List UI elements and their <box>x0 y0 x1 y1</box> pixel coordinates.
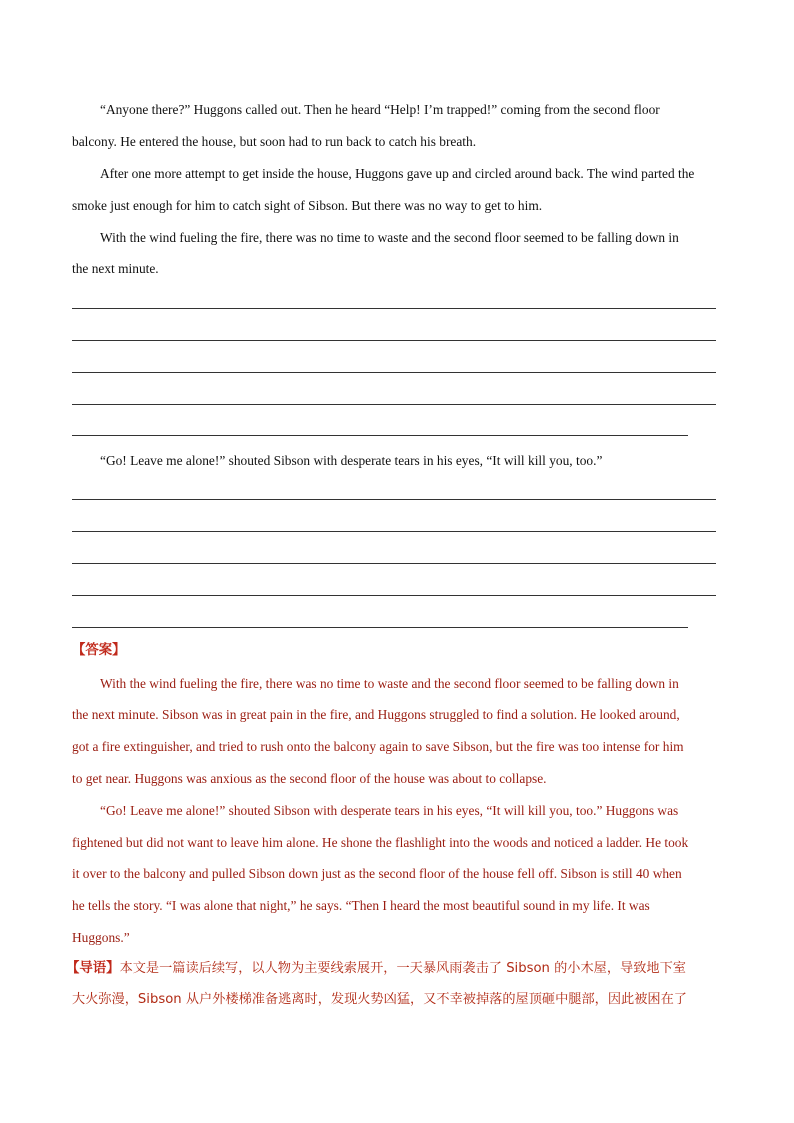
paragraph2-prompt: “Go! Leave me alone!” shouted Sibson with desperate tears in his eyes, “It will kill you, too.” <box>100 453 603 468</box>
answer-line: Huggons.” <box>72 930 130 945</box>
guide-paragraph-cont <box>72 991 732 1008</box>
answer-line: “Go! Leave me alone!” shouted Sibson with desperate tears in his eyes, “It will kill you, too.” Huggons was <box>100 803 679 818</box>
answer-label: 【答案】 <box>72 643 126 658</box>
passage-line: the next minute. <box>72 261 159 276</box>
answer-line: With the wind fueling the fire, there was no time to waste and the second floor seemed to be falling down in <box>100 676 679 691</box>
answer-line: got a fire extinguisher, and tried to rush onto the balcony again to save Sibson, but the fire was too intense for him <box>72 739 684 754</box>
writing-line[interactable] <box>72 499 716 500</box>
writing-line[interactable] <box>72 595 716 596</box>
writing-line[interactable] <box>72 340 716 341</box>
writing-line[interactable] <box>72 308 716 309</box>
answer-line: the next minute. Sibson was in great pain in the fire, and Huggons struggled to find a solution. He looked around, <box>72 707 680 722</box>
guide-label: 【导语】 <box>66 961 120 976</box>
guide-line: 本文是一篇读后续写，以人物为主要线索展开，一天暴风雨袭击了 Sibson 的小木屋，导致地下室 <box>119 961 686 976</box>
writing-line[interactable] <box>72 404 716 405</box>
passage-line: With the wind fueling the fire, there was no time to waste and the second floor seemed to be falling down in <box>100 230 679 245</box>
passage-line: balcony. He entered the house, but soon had to run back to catch his breath. <box>72 134 477 149</box>
passage-line: “Anyone there?” Huggons called out. Then he heard “Help! I’m trapped!” coming from the second floor <box>100 102 660 117</box>
writing-line[interactable] <box>72 372 716 373</box>
passage-line: After one more attempt to get inside the house, Huggons gave up and circled around back. The wind parted the <box>100 166 695 181</box>
writing-line[interactable] <box>72 563 716 564</box>
guide-paragraph <box>66 960 726 977</box>
answer-line: it over to the balcony and pulled Sibson down just as the second floor of the house fell off. Sibson is still 40 when <box>72 866 682 881</box>
writing-line[interactable] <box>72 531 716 532</box>
writing-line[interactable] <box>72 627 688 628</box>
writing-line[interactable] <box>72 435 688 436</box>
guide-line: 大火弥漫，Sibson 从户外楼梯准备逃离时，发现火势凶猛，又不幸被掉落的屋顶砸中腿部，因此被困在了 <box>72 992 687 1007</box>
passage-line: smoke just enough for him to catch sight of Sibson. But there was no way to get to him. <box>72 198 543 213</box>
answer-line: fightened but did not want to leave him alone. He shone the flashlight into the woods and noticed a ladder. He took <box>72 835 689 850</box>
answer-line: to get near. Huggons was anxious as the second floor of the house was about to collapse. <box>72 771 547 786</box>
answer-line: he tells the story. “I was alone that night,” he says. “Then I heard the most beautiful sound in my life. It was <box>72 898 650 913</box>
